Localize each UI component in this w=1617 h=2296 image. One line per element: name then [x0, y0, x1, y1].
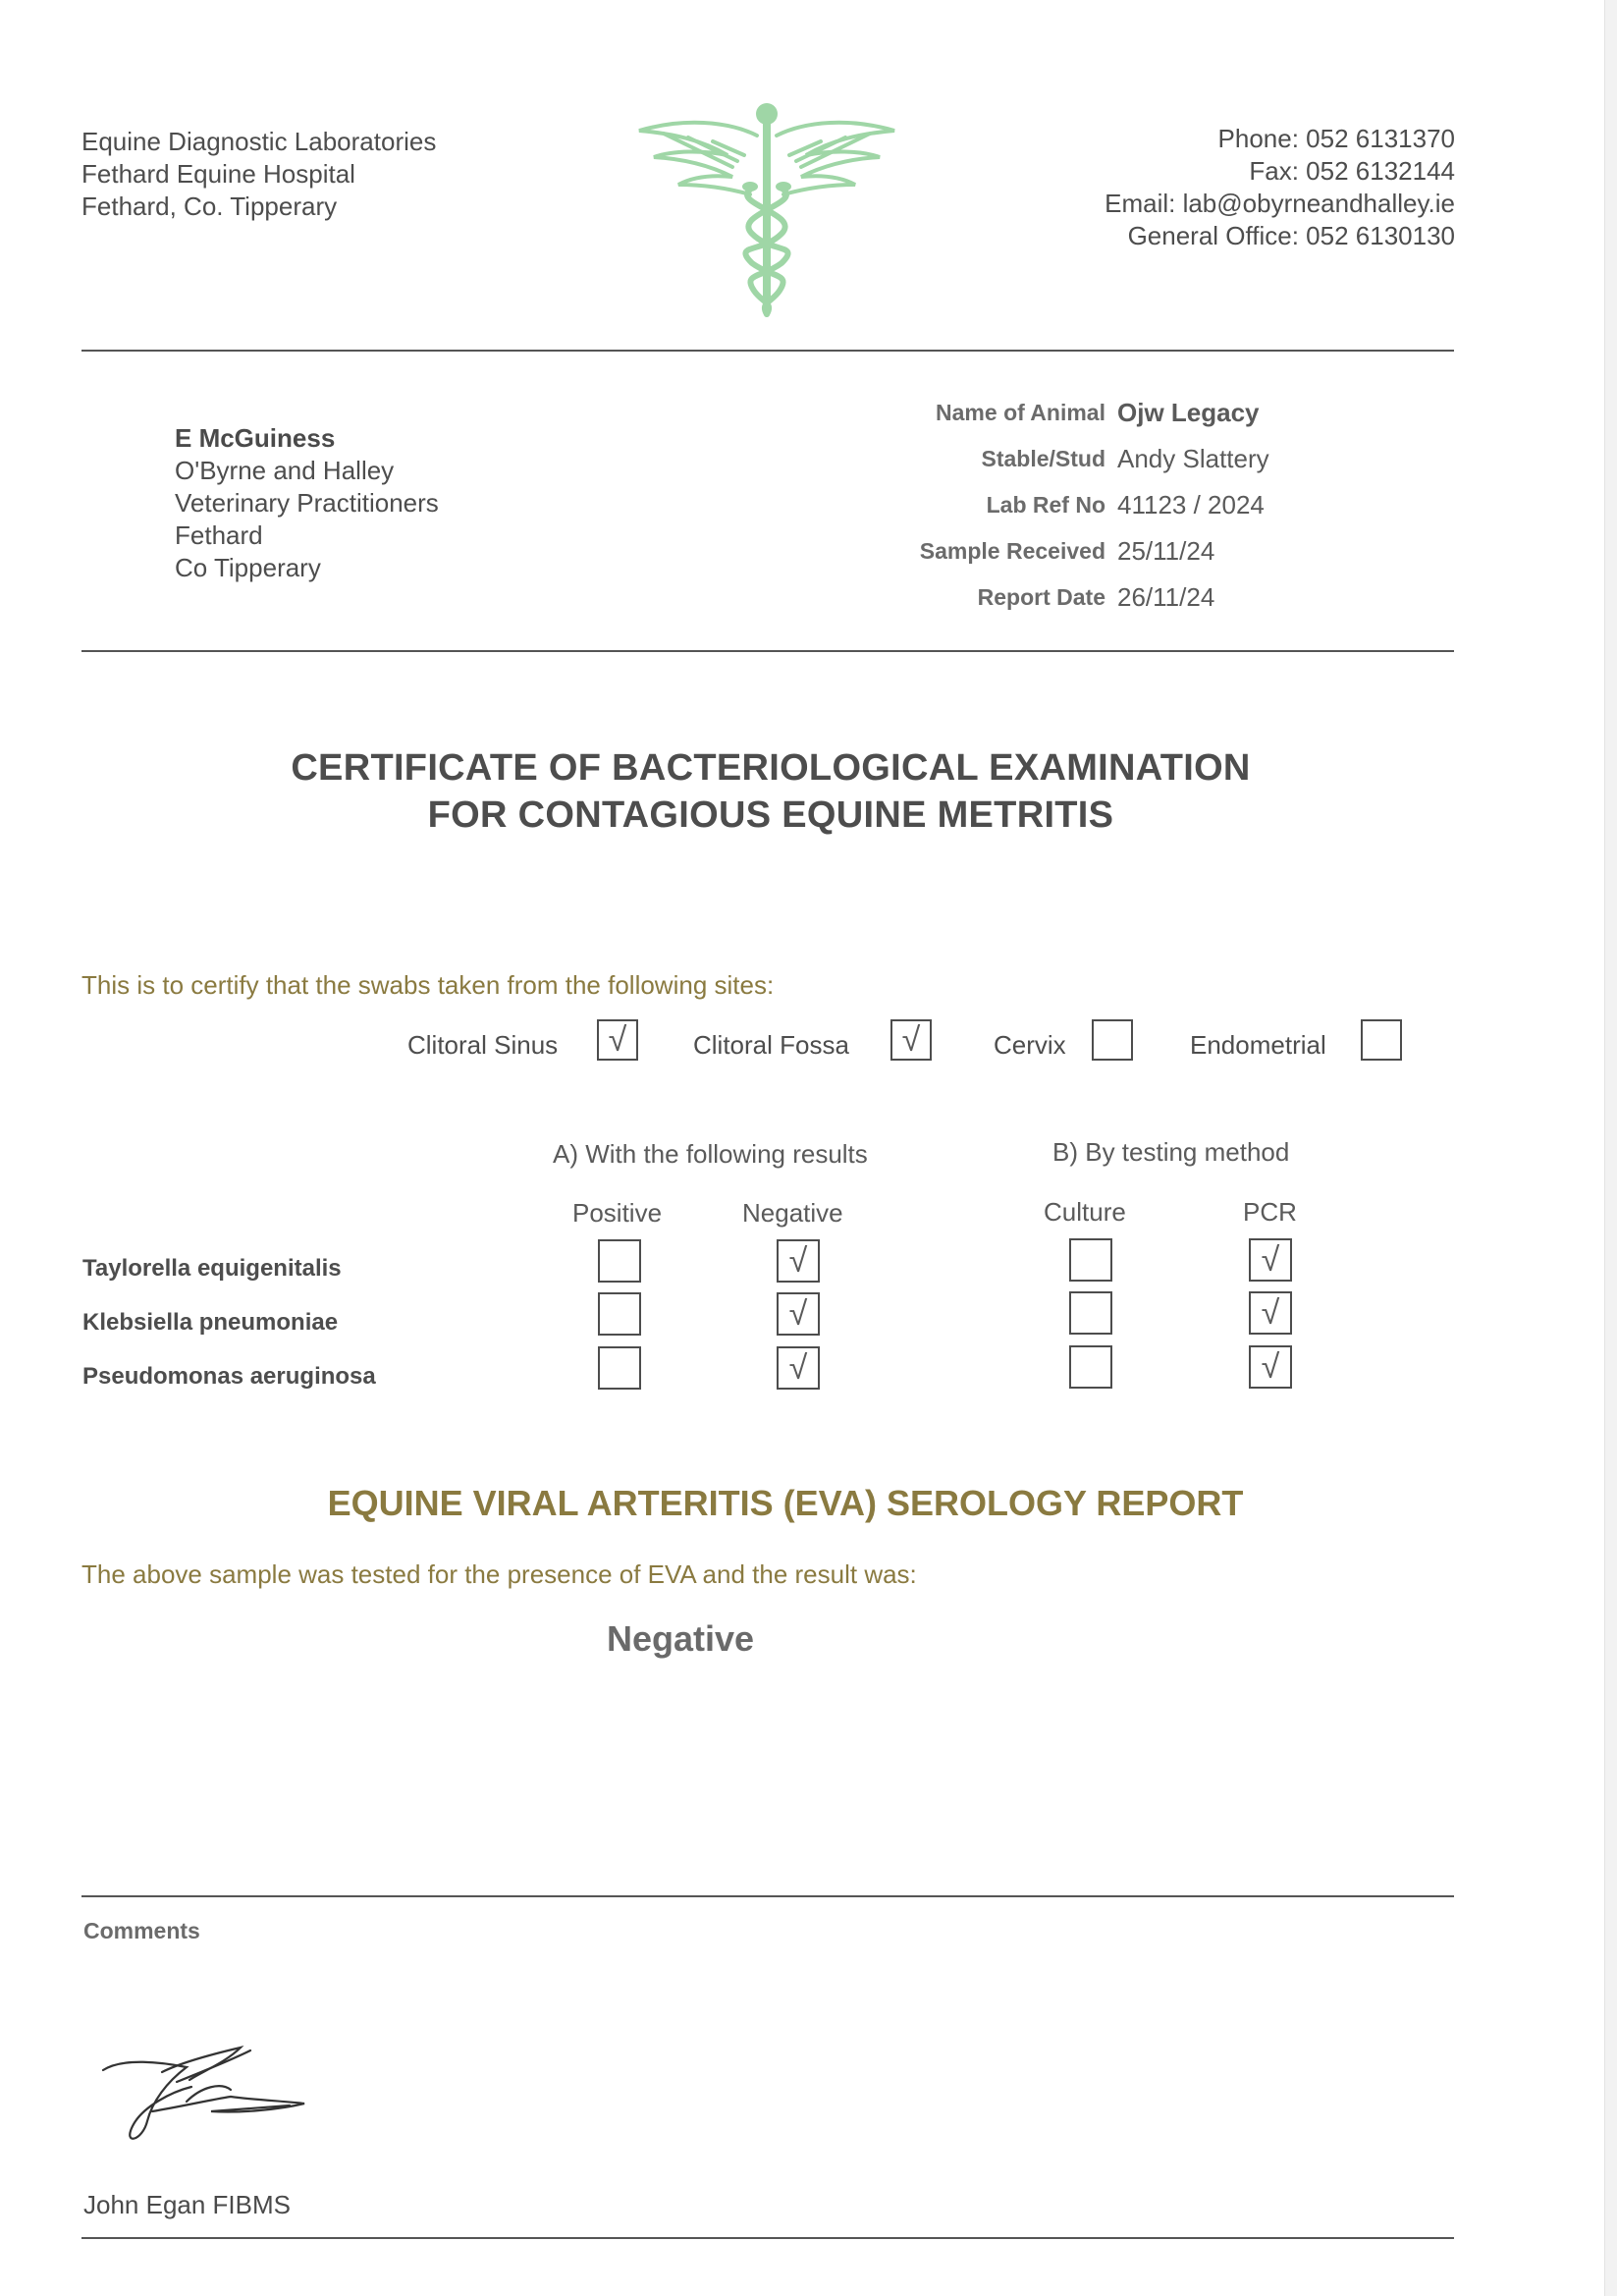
results-header: A) With the following results [553, 1139, 868, 1169]
method-header: B) By testing method [1052, 1137, 1290, 1167]
details-divider [81, 650, 1454, 652]
method-checkbox[interactable]: √ [1249, 1345, 1292, 1389]
site-label: Endometrial [1190, 1030, 1326, 1060]
detail-row-report-date [884, 574, 1269, 621]
header-divider [81, 350, 1454, 352]
contact-fax: Fax: 052 6132144 [1249, 156, 1455, 186]
result-checkbox[interactable]: √ [777, 1346, 820, 1390]
result-checkbox[interactable]: √ [777, 1292, 820, 1336]
site-checkbox[interactable] [1092, 1019, 1133, 1061]
detail-label: Sample Received [919, 538, 1105, 564]
organism-name: Pseudomonas aeruginosa [82, 1363, 376, 1390]
recipient-line: Co Tipperary [175, 553, 321, 582]
lab-location: Fethard, Co. Tipperary [81, 191, 338, 221]
method-checkbox[interactable]: √ [1249, 1238, 1292, 1282]
comments-label: Comments [83, 1918, 200, 1943]
detail-row-stable [884, 436, 1269, 482]
lab-name: Equine Diagnostic Laboratories [81, 127, 437, 156]
column-positive: Positive [572, 1198, 663, 1228]
detail-value: 25/11/24 [1117, 536, 1215, 566]
page-edge [1604, 0, 1617, 2296]
column-culture: Culture [1044, 1197, 1126, 1227]
detail-label: Stable/Stud [981, 446, 1105, 471]
method-checkbox[interactable] [1069, 1291, 1112, 1335]
organism-name: Taylorella equigenitalis [82, 1255, 342, 1282]
organism-name: Klebsiella pneumoniae [82, 1309, 339, 1336]
eva-result: Negative [607, 1618, 755, 1659]
comments-divider [81, 1895, 1454, 1897]
recipient-name: E McGuiness [175, 423, 336, 453]
detail-value: Andy Slattery [1117, 444, 1269, 473]
eva-text: The above sample was tested for the presence of EVA and the result was: [81, 1559, 917, 1589]
recipient-address [175, 422, 439, 584]
site-label: Clitoral Fossa [693, 1030, 849, 1060]
detail-label: Lab Ref No [986, 492, 1105, 518]
site-checkbox[interactable] [1361, 1019, 1402, 1061]
signer-name: John Egan FIBMS [83, 2190, 291, 2219]
detail-label: Report Date [977, 584, 1105, 610]
signature-icon [93, 2043, 319, 2151]
detail-value: 26/11/24 [1117, 582, 1215, 612]
site-label: Clitoral Sinus [407, 1030, 559, 1060]
lab-hospital: Fethard Equine Hospital [81, 159, 355, 189]
detail-row-animal [884, 390, 1269, 436]
column-negative: Negative [742, 1198, 843, 1228]
lab-address [81, 126, 436, 223]
detail-row-labref [884, 482, 1269, 528]
result-checkbox[interactable] [598, 1292, 641, 1336]
contact-info [1105, 123, 1455, 252]
site-label: Cervix [994, 1030, 1066, 1060]
sample-details [884, 390, 1269, 621]
detail-label: Name of Animal [936, 400, 1105, 425]
title-line-2: FOR CONTAGIOUS EQUINE METRITIS [427, 794, 1114, 836]
method-checkbox[interactable] [1069, 1345, 1112, 1389]
result-checkbox[interactable] [598, 1346, 641, 1390]
site-checkbox[interactable]: √ [890, 1019, 932, 1061]
detail-value: 41123 / 2024 [1117, 490, 1265, 519]
caduceus-logo-icon [634, 96, 899, 322]
certificate-title [0, 744, 1541, 839]
title-line-1: CERTIFICATE OF BACTERIOLOGICAL EXAMINATION [291, 747, 1251, 789]
recipient-line: Veterinary Practitioners [175, 488, 439, 518]
certify-text: This is to certify that the swabs taken from the following sites: [81, 970, 775, 1000]
column-pcr: PCR [1243, 1197, 1297, 1227]
detail-value: Ojw Legacy [1117, 398, 1260, 427]
site-checkbox[interactable]: √ [597, 1019, 638, 1061]
recipient-line: Fethard [175, 520, 263, 550]
eva-title: EQUINE VIRAL ARTERITIS (EVA) SEROLOGY REPORT [327, 1483, 1244, 1523]
detail-row-received [884, 528, 1269, 574]
contact-email: Email: lab@obyrneandhalley.ie [1105, 189, 1455, 218]
result-checkbox[interactable] [598, 1239, 641, 1283]
contact-office: General Office: 052 6130130 [1127, 221, 1455, 250]
method-checkbox[interactable]: √ [1249, 1291, 1292, 1335]
method-checkbox[interactable] [1069, 1238, 1112, 1282]
contact-phone: Phone: 052 6131370 [1217, 124, 1455, 153]
footer-divider [81, 2237, 1454, 2239]
result-checkbox[interactable]: √ [777, 1239, 820, 1283]
recipient-line: O'Byrne and Halley [175, 456, 395, 485]
